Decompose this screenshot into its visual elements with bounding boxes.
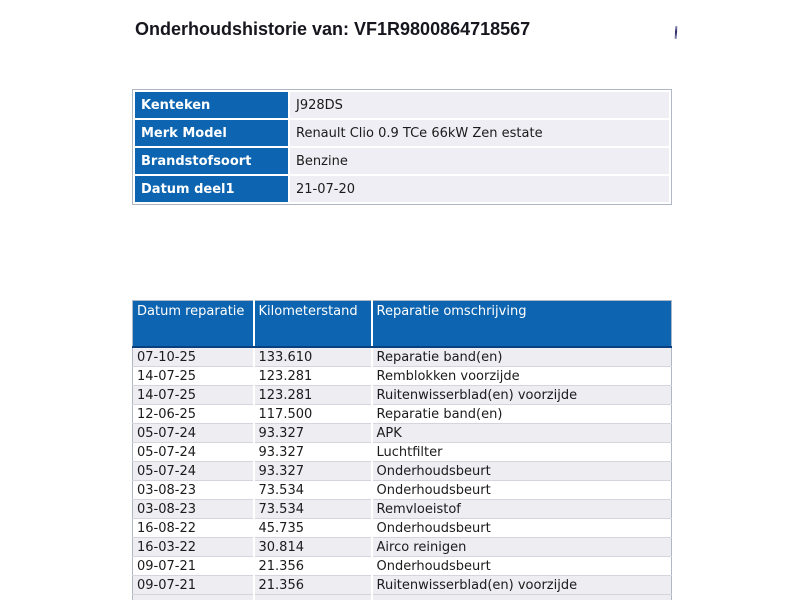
repair-table-body xyxy=(133,347,672,600)
repair-date-cell: 05-07-24 xyxy=(133,443,254,462)
repair-date-cell: 14-07-25 xyxy=(133,386,254,405)
repair-date-cell: 09-07-21 xyxy=(133,557,254,576)
repair-history-row xyxy=(133,386,672,405)
vehicle-info-row xyxy=(135,120,669,146)
column-header-date: Datum reparatie xyxy=(133,301,254,348)
repair-history-row-clipped xyxy=(133,595,672,600)
repair-date-cell: 05-07-24 xyxy=(133,424,254,443)
repair-date-cell: 05-07-24 xyxy=(133,462,254,481)
vehicle-info-value: Benzine xyxy=(290,148,669,174)
repair-date-cell: 14-07-25 xyxy=(133,367,254,386)
repair-date-cell: 09-07-21 xyxy=(133,576,254,595)
repair-history-row xyxy=(133,367,672,386)
description-cell: Remvloeistof xyxy=(372,500,672,519)
description-cell: Onderhoudsbeurt xyxy=(372,557,672,576)
repair-history-row xyxy=(133,462,672,481)
description-cell: Luchtfilter xyxy=(372,443,672,462)
description-cell: Onderhoudsbeurt xyxy=(372,481,672,500)
description-cell xyxy=(372,595,672,600)
repair-history-row xyxy=(133,481,672,500)
repair-history-row xyxy=(133,443,672,462)
description-cell: APK xyxy=(372,424,672,443)
repair-history-row xyxy=(133,557,672,576)
repair-date-cell: 16-03-22 xyxy=(133,538,254,557)
kilometer-cell: 21.356 xyxy=(254,576,372,595)
vehicle-info-value: Renault Clio 0.9 TCe 66kW Zen estate xyxy=(290,120,669,146)
repair-history-row xyxy=(133,500,672,519)
vehicle-table-body xyxy=(135,92,669,202)
repair-history-row xyxy=(133,519,672,538)
repair-date-cell: 03-08-23 xyxy=(133,500,254,519)
vehicle-info-row xyxy=(135,148,669,174)
vehicle-info-row xyxy=(135,176,669,202)
vehicle-info-row xyxy=(135,92,669,118)
description-cell: Ruitenwisserblad(en) voorzijde xyxy=(372,576,672,595)
kilometer-cell: 93.327 xyxy=(254,424,372,443)
kilometer-cell: 21.356 xyxy=(254,557,372,576)
repair-history-row xyxy=(133,405,672,424)
repair-date-cell xyxy=(133,595,254,600)
description-cell: Ruitenwisserblad(en) voorzijde xyxy=(372,386,672,405)
vehicle-info-table xyxy=(132,89,672,205)
repair-history-row xyxy=(133,424,672,443)
column-header-description: Reparatie omschrijving xyxy=(372,301,672,348)
vehicle-info-label: Datum deel1 xyxy=(135,176,288,202)
repair-history-row xyxy=(133,347,672,367)
repair-date-cell: 12-06-25 xyxy=(133,405,254,424)
repair-date-cell: 16-08-22 xyxy=(133,519,254,538)
repair-date-cell: 07-10-25 xyxy=(133,347,254,367)
vehicle-info-value: J928DS xyxy=(290,92,669,118)
column-header-kilometers: Kilometerstand xyxy=(254,301,372,348)
kilometer-cell: 117.500 xyxy=(254,405,372,424)
kilometer-cell: 73.534 xyxy=(254,500,372,519)
description-cell: Airco reinigen xyxy=(372,538,672,557)
vehicle-info-value: 21-07-20 xyxy=(290,176,669,202)
repair-date-cell: 03-08-23 xyxy=(133,481,254,500)
kilometer-cell: 73.534 xyxy=(254,481,372,500)
vehicle-info-label: Kenteken xyxy=(135,92,288,118)
vehicle-info-label: Merk Model xyxy=(135,120,288,146)
vehicle-info-label: Brandstofsoort xyxy=(135,148,288,174)
repair-history-row xyxy=(133,576,672,595)
description-cell: Remblokken voorzijde xyxy=(372,367,672,386)
kilometer-cell: 45.735 xyxy=(254,519,372,538)
description-cell: Reparatie band(en) xyxy=(372,347,672,367)
kilometer-cell: 123.281 xyxy=(254,367,372,386)
repair-history-table xyxy=(132,300,672,600)
kilometer-cell xyxy=(254,595,372,600)
cut-off-logo-fragment xyxy=(675,26,678,39)
kilometer-cell: 133.610 xyxy=(254,347,372,367)
page-title: Onderhoudshistorie van: VF1R9800864718567 xyxy=(135,19,531,40)
kilometer-cell: 123.281 xyxy=(254,386,372,405)
description-cell: Reparatie band(en) xyxy=(372,405,672,424)
kilometer-cell: 93.327 xyxy=(254,462,372,481)
kilometer-cell: 30.814 xyxy=(254,538,372,557)
description-cell: Onderhoudsbeurt xyxy=(372,462,672,481)
repair-history-row xyxy=(133,538,672,557)
description-cell: Onderhoudsbeurt xyxy=(372,519,672,538)
kilometer-cell: 93.327 xyxy=(254,443,372,462)
repair-table-header xyxy=(133,301,672,348)
